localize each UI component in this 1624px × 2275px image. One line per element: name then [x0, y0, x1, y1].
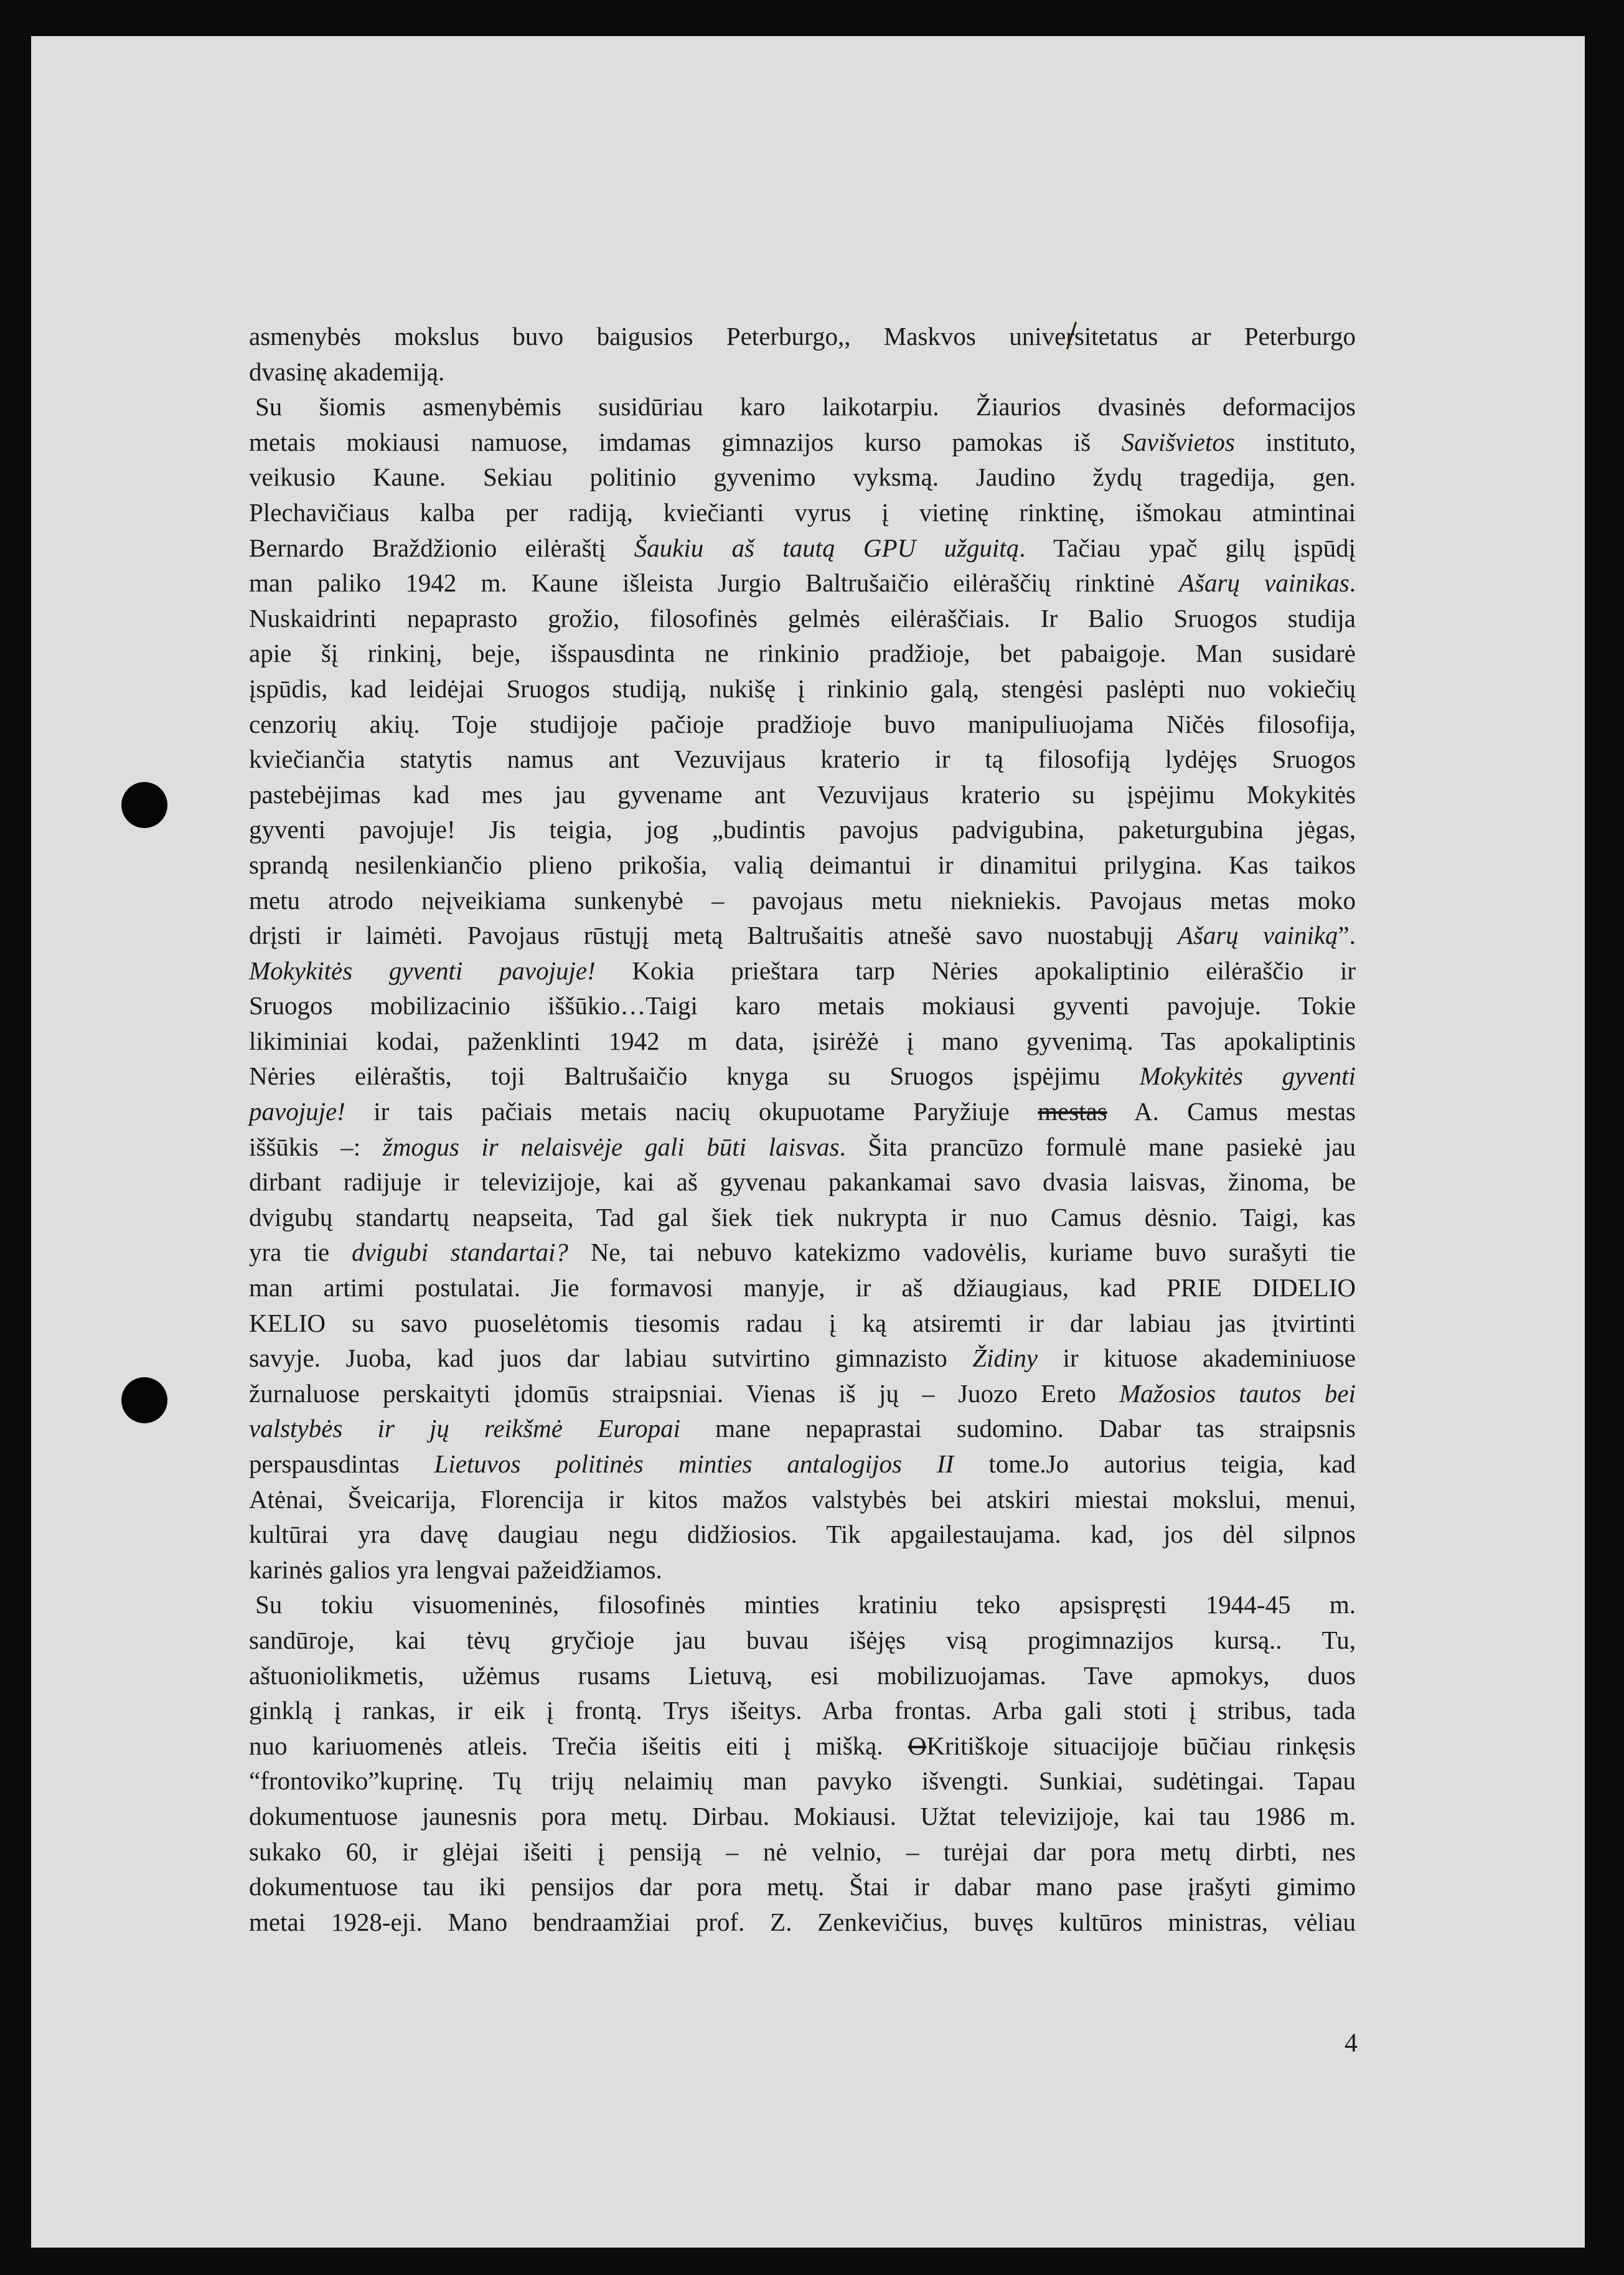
- text-segment: karinės galios yra lengvai pažeidžiamos.: [249, 1555, 662, 1584]
- text-segment: dokumentuose tau iki pensijos dar pora metų. Štai ir dabar mano pase įrašyti gimimo: [249, 1872, 1356, 1901]
- text-segment: Atėnai, Šveicarija, Florencija ir kitos mažos valstybės bei atskiri miestai mokslui, menui,: [249, 1484, 1356, 1514]
- text-line: [249, 707, 1356, 742]
- text-line: [249, 354, 1356, 390]
- italic-text: Ašarų vainikas: [1179, 568, 1349, 598]
- document-body-text: [249, 319, 1356, 1939]
- italic-text: Židiny: [972, 1344, 1038, 1373]
- text-line: [249, 1905, 1356, 1940]
- text-line: [249, 1376, 1356, 1411]
- text-segment: metu atrodo neįveikiama sunkenybė – pavojaus metu niekniekis. Pavojaus metas moko: [249, 885, 1356, 915]
- text-segment: dvigubų standartų neapseita, Tad gal šiek tiek nukrypta ir nuo Camus dėsnio. Taigi, kas: [249, 1202, 1356, 1232]
- text-line: [249, 425, 1356, 460]
- text-segment: pastebėjimas kad mes jau gyvename ant Vezuvijaus kraterio su įspėjimu Mokykitės: [249, 780, 1356, 809]
- text-segment: Bernardo Braždžionio eilėraštį: [249, 533, 634, 562]
- text-segment: ir kituose akademiniuose: [1038, 1344, 1356, 1373]
- text-line: [249, 636, 1356, 671]
- text-line: [249, 1799, 1356, 1834]
- text-segment: mane nepaprastai sudomino. Dabar tas straipsnis: [680, 1414, 1356, 1443]
- text-segment: dvasinę akademiją.: [249, 357, 445, 386]
- text-segment: iššūkis –:: [249, 1132, 383, 1161]
- text-segment: man artimi postulatai. Jie formavosi manyje, ir aš džiaugiaus, kad PRIE DIDELIO: [249, 1273, 1356, 1302]
- text-line: [249, 1693, 1356, 1728]
- struck-text: O: [908, 1731, 927, 1760]
- text-line: [249, 953, 1356, 989]
- text-segment: sprandą nesilenkiančio plieno prikošia, valią deimantui ir dinamitui prilygina. Kas taikos: [249, 850, 1356, 879]
- text-segment: ”.: [1338, 921, 1356, 950]
- italic-text: valstybės ir jų reikšmė Europai: [249, 1414, 680, 1443]
- struck-text: mestas: [1038, 1097, 1107, 1126]
- text-segment: . Šita prancūzo formulė mane pasiekė jau: [839, 1132, 1356, 1161]
- text-line: [249, 812, 1356, 847]
- text-segment: sandūroje, kai tėvų gryčioje jau buvau išėjęs visą progimnazijos kursą.. Tu,: [249, 1625, 1356, 1654]
- text-segment: veikusio Kaune. Sekiau politinio gyvenimo vyksmą. Jaudino žydų tragedija, gen.: [249, 463, 1356, 492]
- text-segment: Ne, tai nebuvo katekizmo vadovėlis, kuriame buvo surašyti tie: [568, 1238, 1356, 1267]
- text-segment: apie šį rinkinį, beje, išspausdinta ne rinkinio pradžioje, bet pabaigoje. Man susidarė: [249, 639, 1356, 668]
- text-line: [249, 601, 1356, 636]
- text-segment: savyje. Juoba, kad juos dar labiau sutvirtino gimnazisto: [249, 1344, 973, 1373]
- text-segment: man paliko 1942 m. Kaune išleista Jurgio Baltrušaičio eilėraščių rinktinė: [249, 568, 1180, 598]
- text-segment: žurnaluose perskaityti įdomūs straipsniai. Vienas iš jų – Juozo Ereto: [249, 1378, 1120, 1408]
- text-line: [249, 1446, 1356, 1482]
- text-line: [249, 1517, 1356, 1552]
- text-segment: įspūdis, kad leidėjai Sruogos studiją, nukišę į rinkinio galą, stengėsi paslėpti nuo vokiečių: [249, 674, 1356, 703]
- text-segment: gyventi pavojuje! Jis teigia, jog „budintis pavojus padvigubina, paketurgubina jėgas,: [249, 815, 1356, 844]
- text-line: [249, 1623, 1356, 1658]
- text-line: [249, 1728, 1356, 1764]
- text-segment: tome.Jo autorius teigia, kad: [954, 1449, 1356, 1478]
- text-segment: “frontoviko”kuprinę. Tų trijų nelaimių man pavyko išvengti. Sunkiai, sudėtingai. Tapau: [249, 1766, 1356, 1796]
- italic-text: Mokykitės gyventi: [1139, 1062, 1356, 1091]
- italic-text: dvigubi standartai?: [351, 1238, 568, 1267]
- text-line: [249, 1834, 1356, 1870]
- text-segment: Kokia prieštara tarp Nėries apokaliptinio eilėraščio ir: [595, 956, 1356, 985]
- text-segment: instituto,: [1234, 427, 1356, 456]
- page-number: 4: [1345, 2029, 1358, 2058]
- italic-text: Lietuvos politinės minties antalogijos II: [434, 1449, 954, 1478]
- text-segment: ginklą į rankas, ir eik į frontą. Trys išeitys. Arba frontas. Arba gali stoti į stribus, tada: [249, 1696, 1356, 1725]
- text-line: [249, 988, 1356, 1024]
- text-line: [249, 1763, 1356, 1799]
- text-line: [249, 1340, 1356, 1376]
- text-segment: Sruogos mobilizacinio iššūkio…Taigi karo metais mokiausi gyventi pavojuje. Tokie: [249, 991, 1356, 1020]
- text-line: [249, 459, 1356, 495]
- italic-text: Šaukiu aš tautą GPU užguitą: [634, 533, 1020, 562]
- text-line: [249, 742, 1356, 777]
- text-line: [249, 847, 1356, 883]
- text-line: [249, 671, 1356, 707]
- italic-text: žmogus ir nelaisvėje gali būti laisvas: [382, 1132, 840, 1161]
- text-segment: dokumentuose jaunesnis pora metų. Dirbau. Mokiausi. Užtat televizijoje, kai tau 1986 m.: [249, 1801, 1356, 1830]
- text-segment: drįsti ir laimėti. Pavojaus rūstųjį metą Baltrušaitis atnešė savo nuostabųjį: [249, 921, 1178, 950]
- text-line: [249, 1200, 1356, 1235]
- text-segment: asmenybės mokslus buvo baigusios Peterburgo,, Maskvos univer: [249, 322, 1074, 351]
- text-line: [249, 1164, 1356, 1200]
- text-segment: perspausdintas: [249, 1449, 434, 1478]
- text-line: [249, 495, 1356, 530]
- text-line: [249, 1869, 1356, 1905]
- text-line: [249, 1024, 1356, 1059]
- italic-text: Mažosios tautos bei: [1119, 1378, 1356, 1408]
- text-segment: Plechavičiaus kalba per radiją, kviečianti vyrus į vietinę rinktinę, išmokau atmintinai: [249, 497, 1356, 527]
- punch-hole-top: [121, 782, 167, 828]
- text-segment: sitetatus ar Peterburgo: [1074, 322, 1356, 351]
- text-segment: ir tais pačiais metais nacių okupuotame Paryžiuje: [345, 1097, 1038, 1126]
- text-segment: nuo kariuomenės atleis. Trečia išeitis eiti į mišką.: [249, 1731, 908, 1760]
- text-segment: KELIO su savo puoselėtomis tiesomis radau į ką atsiremti ir dar labiau jas įtvirtinti: [249, 1308, 1356, 1337]
- italic-text: Mokykitės gyventi pavojuje!: [249, 956, 596, 985]
- text-segment: .: [1349, 568, 1356, 598]
- text-line: [249, 1094, 1356, 1129]
- text-line: [249, 918, 1356, 953]
- text-segment: aštuoniolikmetis, užėmus rusams Lietuvą, esi mobilizuojamas. Tave apmokys, duos: [249, 1660, 1356, 1690]
- text-segment: likiminiai kodai, paženklinti 1942 m data, įsirėžė į mano gyvenimą. Tas apokaliptinis: [249, 1026, 1356, 1055]
- text-segment: kultūrai yra davę daugiau negu didžiosios. Tik apgailestaujama. kad, jos dėl silpnos: [249, 1520, 1356, 1549]
- text-segment: metai 1928-eji. Mano bendraamžiai prof. Z. Zenkevičius, buvęs kultūros ministras, vėliau: [249, 1907, 1356, 1936]
- punch-hole-bottom: [121, 1377, 167, 1423]
- italic-text: Ašarų vainiką: [1177, 921, 1338, 950]
- text-line: [249, 319, 1356, 354]
- text-line: [249, 1658, 1356, 1693]
- text-segment: Su tokiu visuomeninės, filosofinės minties kratiniu teko apsispręsti 1944-45 m.: [255, 1590, 1356, 1619]
- text-line: [249, 1058, 1356, 1094]
- text-line: [249, 1235, 1356, 1270]
- text-segment: sukako 60, ir glėjai išeiti į pensiją – nė velnio, – turėjai dar pora metų dirbti, nes: [249, 1837, 1356, 1866]
- text-line: [249, 1552, 1356, 1588]
- italic-text: pavojuje!: [249, 1097, 345, 1126]
- text-segment: yra tie: [249, 1238, 352, 1267]
- text-line: [249, 1129, 1356, 1165]
- text-line: [249, 565, 1356, 601]
- text-line: [249, 1270, 1356, 1306]
- text-segment: metais mokiausi namuose, imdamas gimnazijos kurso pamokas iš: [249, 427, 1122, 456]
- text-line: [249, 1482, 1356, 1517]
- text-segment: Kritiškoje situacijoje būčiau rinkęsis: [926, 1731, 1356, 1760]
- text-line: [249, 530, 1356, 566]
- text-segment: Nuskaidrinti nepaprasto grožio, filosofinės gelmės eilėraščiais. Ir Balio Sruogos studija: [249, 603, 1356, 633]
- text-line: [249, 1411, 1356, 1446]
- text-segment: A. Camus mestas: [1107, 1097, 1356, 1126]
- text-segment: Nėries eilėraštis, toji Baltrušaičio knyga su Sruogos įspėjimu: [249, 1062, 1140, 1091]
- text-line: [249, 777, 1356, 812]
- text-line: [249, 1587, 1356, 1623]
- text-line: [249, 389, 1356, 425]
- text-line: [249, 883, 1356, 918]
- text-segment: Su šiomis asmenybėmis susidūriau karo laikotarpiu. Žiaurios dvasinės deformacijos: [255, 392, 1356, 422]
- text-segment: kviečiančia statytis namus ant Vezuvijaus kraterio ir tą filosofiją lydėjęs Sruogos: [249, 745, 1356, 774]
- italic-text: Savišvietos: [1121, 427, 1235, 456]
- text-line: [249, 1306, 1356, 1341]
- text-segment: cenzorių akių. Toje studijoje pačioje pradžioje buvo manipuliuojama Ničės filosofija,: [249, 709, 1356, 738]
- text-segment: . Tačiau ypač gilų įspūdį: [1019, 533, 1356, 562]
- text-segment: dirbant radijuje ir televizijoje, kai aš gyvenau pakankamai savo dvasia laisvas, žinoma, be: [249, 1167, 1356, 1197]
